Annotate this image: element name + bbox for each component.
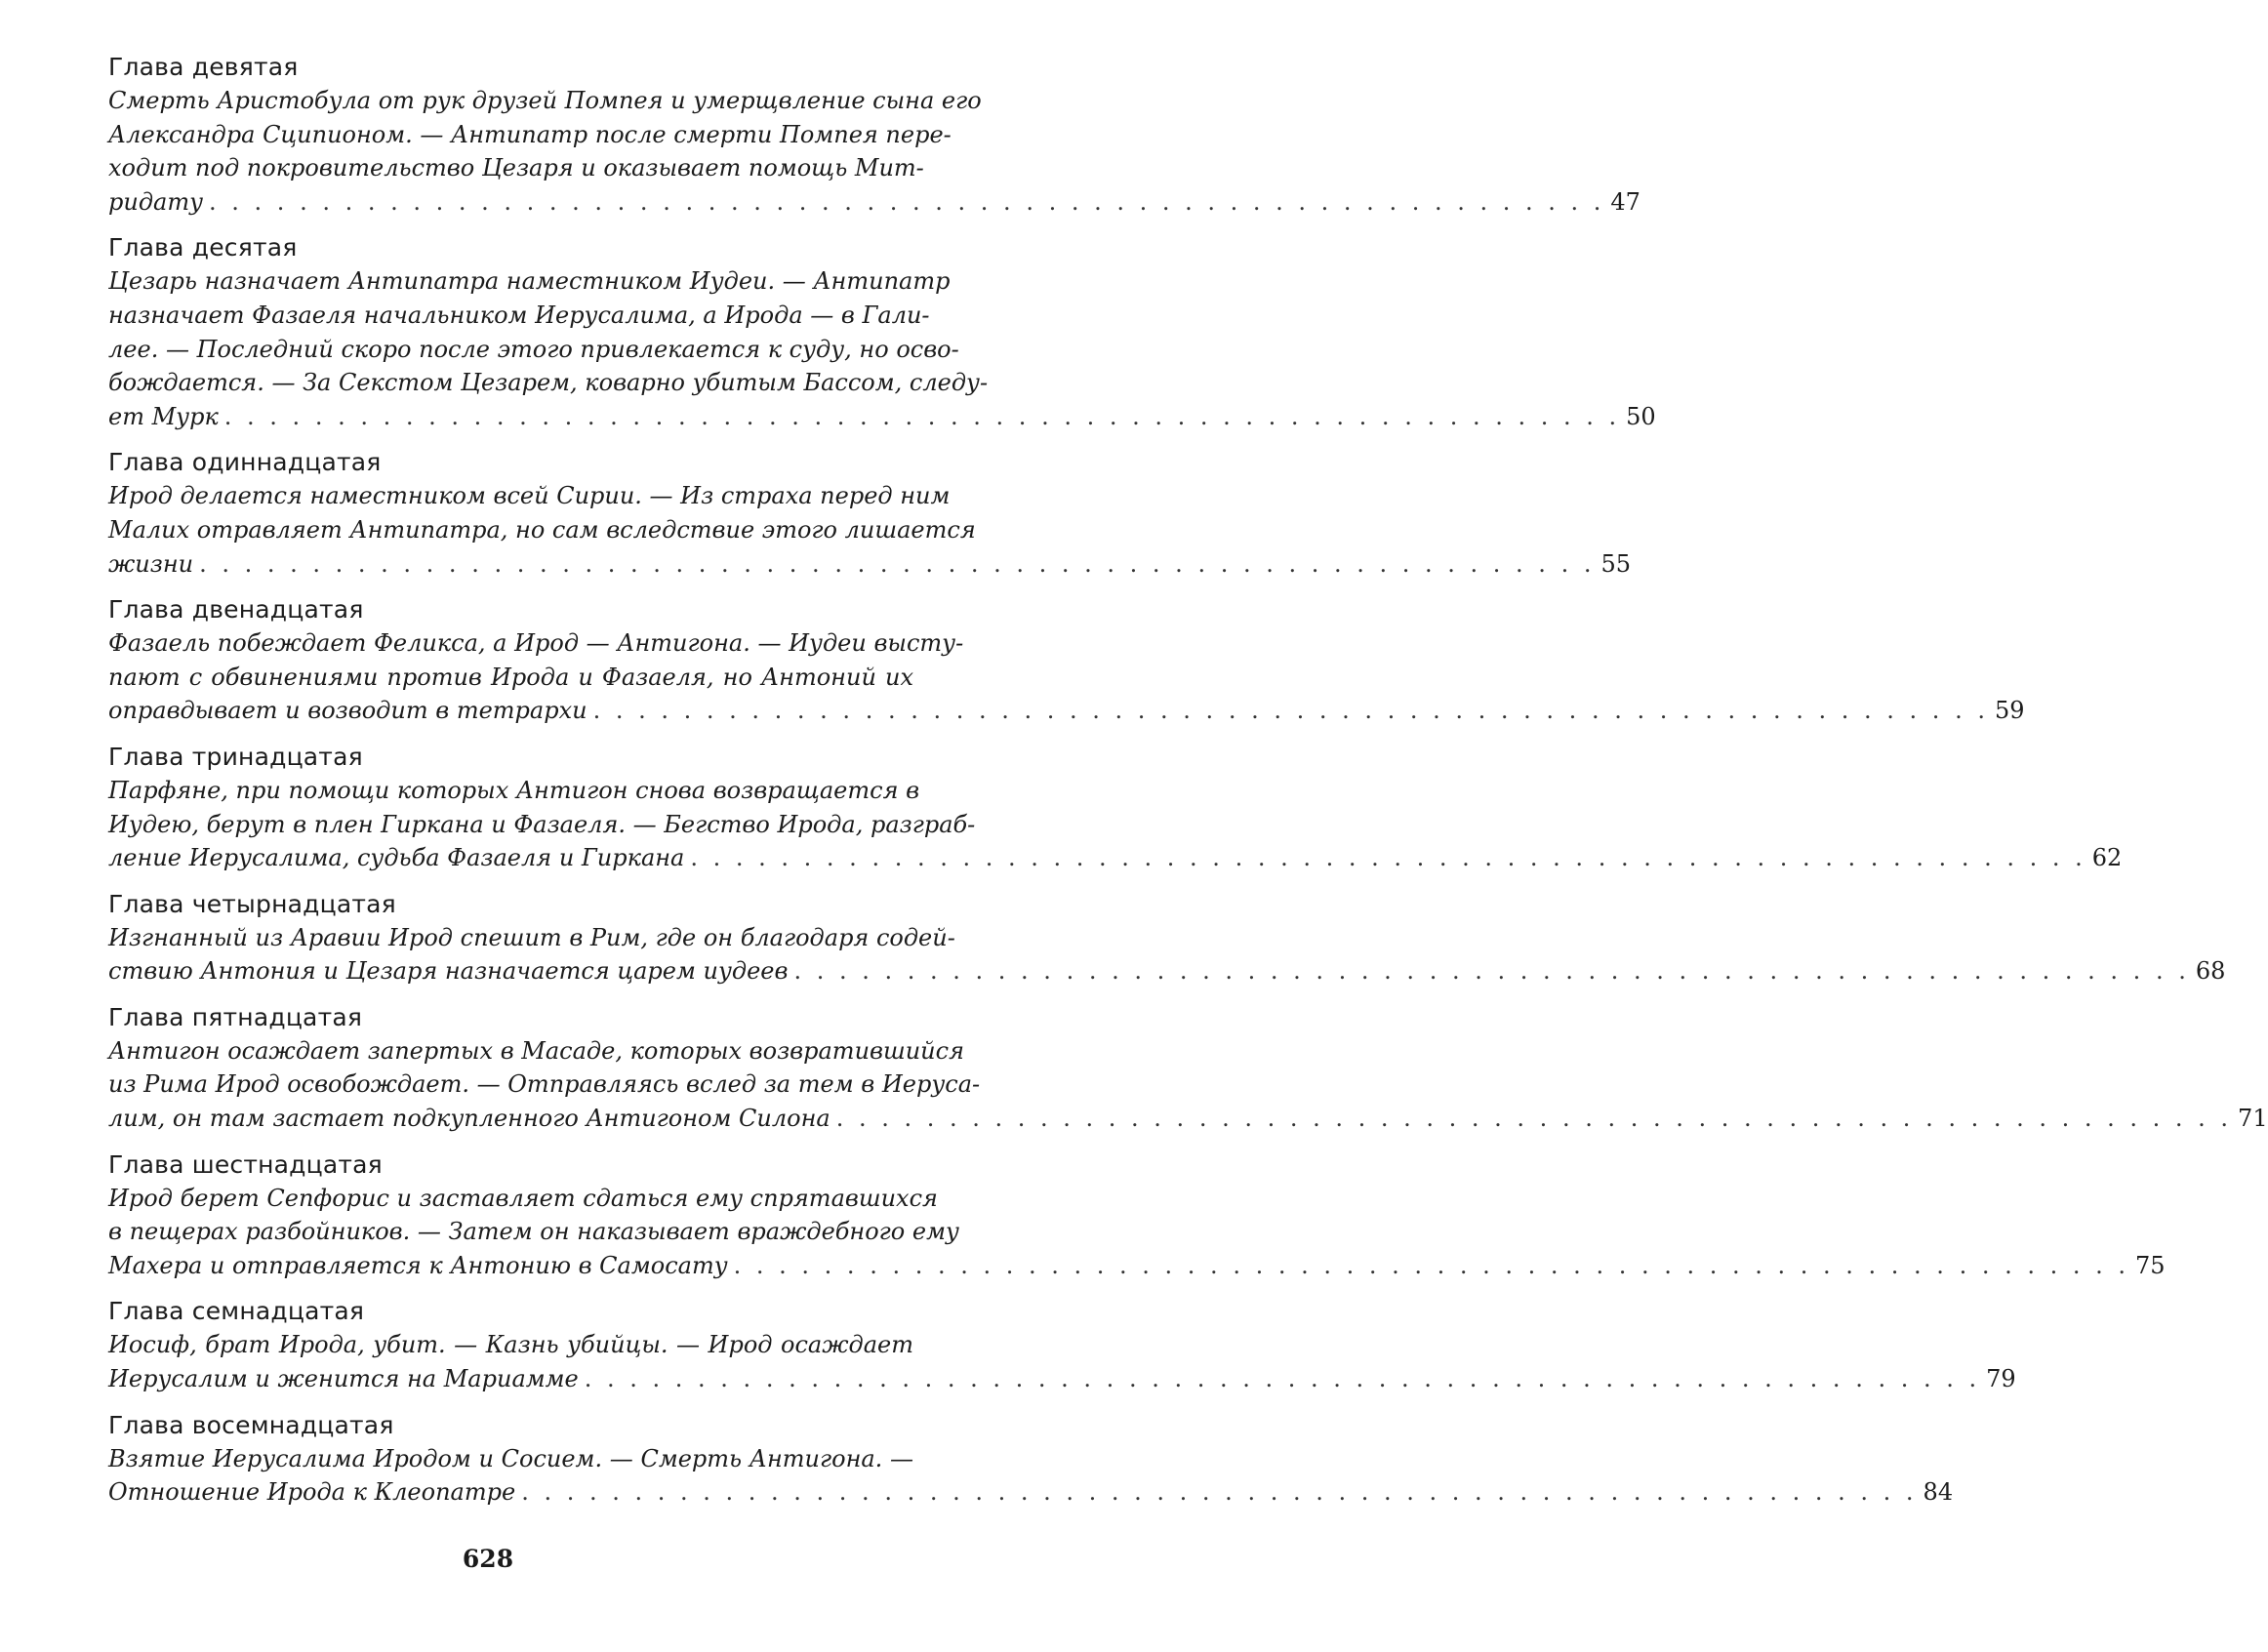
summary-line: Махера и отправляется к Антонию в Самосату bbox=[108, 1251, 728, 1279]
summary-last-line bbox=[108, 400, 1656, 434]
toc-entry bbox=[108, 51, 1640, 219]
summary-line: ет Мурк bbox=[108, 402, 219, 430]
toc-entry bbox=[108, 741, 2123, 875]
summary-last-line bbox=[108, 1249, 2166, 1283]
toc-entry bbox=[108, 1409, 1954, 1510]
summary-line: ление Иерусалима, судьба Фазаеля и Гиркана bbox=[108, 844, 685, 872]
page-ref: 50 bbox=[1626, 402, 1656, 430]
summary-line: Ирод берет Сепфорис и заставляет сдаться ему спрятавшихся bbox=[108, 1184, 938, 1212]
summary-line: Парфяне, при помощи которых Антигон снова возвращается в bbox=[108, 776, 920, 804]
summary-line: оправдывает и возводит в тетрархи bbox=[108, 697, 587, 725]
dot-leader: . . . . . . . . . . . . . . . . . . . . . . . . . . . . . . . . . . . . . . . . . . . . . . . . . . . . . . . . . . . . . . bbox=[835, 1105, 2233, 1133]
summary-last-line bbox=[108, 954, 2226, 988]
dot-leader: . . . . . . . . . . . . . . . . . . . . . . . . . . . . . . . . . . . . . . . . . . . . . . . . . . . . . . . . . . . . . . bbox=[209, 187, 1605, 216]
dot-leader: . . . . . . . . . . . . . . . . . . . . . . . . . . . . . . . . . . . . . . . . . . . . . . . . . . . . . . . . . . . . . . bbox=[793, 957, 2190, 986]
summary-line: Александра Сципионом. — Антипатр после смерти Помпея пере- bbox=[108, 120, 952, 148]
summary-line: Малих отравляет Антипатра, но сам вследствие этого лишается bbox=[108, 515, 976, 544]
chapter-heading: Глава четырнадцатая bbox=[108, 889, 396, 918]
table-of-contents bbox=[108, 51, 2268, 1522]
toc-entry bbox=[108, 1001, 2268, 1136]
page-ref: 79 bbox=[1986, 1365, 2016, 1393]
dot-leader: . . . . . . . . . . . . . . . . . . . . . . . . . . . . . . . . . . . . . . . . . . . . . . . . . . . . . . . . . . . . . . bbox=[690, 844, 2086, 872]
page-ref: 47 bbox=[1610, 187, 1640, 216]
summary-line: Взятие Иерусалима Иродом и Сосием. — Смерть Антигона. — bbox=[108, 1444, 913, 1472]
dot-leader: . . . . . . . . . . . . . . . . . . . . . . . . . . . . . . . . . . . . . . . . . . . . . . . . . . . . . . . . . . . . . . bbox=[584, 1365, 1981, 1393]
summary-line: бождается. — За Секстом Цезарем, коварно убитым Бассом, следу- bbox=[108, 369, 989, 397]
chapter-heading: Глава девятая bbox=[108, 53, 299, 81]
summary-line: Ирод делается наместником всей Сирии. — Из страха перед ним bbox=[108, 482, 951, 510]
chapter-heading: Глава семнадцатая bbox=[108, 1297, 365, 1326]
chapter-heading: Глава тринадцатая bbox=[108, 742, 363, 771]
summary-last-line bbox=[108, 1475, 1954, 1510]
summary-last-line bbox=[108, 841, 2123, 875]
toc-entry bbox=[108, 593, 2025, 728]
summary-last-line bbox=[108, 694, 2025, 728]
summary-line: Изгнанный из Аравии Ирод спешит в Рим, где он благодаря содей- bbox=[108, 923, 955, 951]
page-ref: 68 bbox=[2195, 957, 2226, 986]
summary-line: жизни bbox=[108, 549, 194, 578]
page-ref: 55 bbox=[1600, 549, 1631, 578]
summary-line: Смерть Аристобула от рук друзей Помпея и умерщвление сына его bbox=[108, 87, 982, 114]
summary-line: ходит под покровительство Цезаря и оказывает помощь Мит- bbox=[108, 154, 924, 182]
summary-line: Фазаель побеждает Феликса, а Ирод — Антигона. — Иудеи высту- bbox=[108, 629, 964, 658]
summary-line: лее. — Последний скоро после этого привлекается к суду, но осво- bbox=[108, 335, 959, 363]
toc-entry bbox=[108, 446, 1631, 581]
chapter-heading: Глава пятнадцатая bbox=[108, 1002, 363, 1031]
dot-leader: . . . . . . . . . . . . . . . . . . . . . . . . . . . . . . . . . . . . . . . . . . . . . . . . . . . . . . . . . . . . . . bbox=[199, 549, 1596, 578]
summary-line: Цезарь назначает Антипатра наместником Иудеи. — Антипатр bbox=[108, 267, 951, 296]
summary-last-line bbox=[108, 547, 1631, 582]
page-number: 628 bbox=[462, 1545, 514, 1573]
summary-line: Иерусалим и женится на Мариамме bbox=[108, 1365, 579, 1393]
dot-leader: . . . . . . . . . . . . . . . . . . . . . . . . . . . . . . . . . . . . . . . . . . . . . . . . . . . . . . . . . . . . . . bbox=[223, 402, 1621, 430]
toc-entry bbox=[108, 1148, 2166, 1283]
toc-entry bbox=[108, 1295, 2016, 1395]
summary-line: назначает Фазаеля начальником Иерусалима, а Ирода — в Гали- bbox=[108, 301, 930, 329]
summary-line: из Рима Ирод освобождает. — Отправляясь вслед за тем в Иеруса- bbox=[108, 1070, 981, 1099]
summary-line: Иудею, берут в плен Гиркана и Фазаеля. — Бегство Ирода, разграб- bbox=[108, 810, 976, 838]
page-ref: 84 bbox=[1923, 1478, 1954, 1507]
summary-last-line bbox=[108, 1102, 2268, 1136]
summary-line: лим, он там застает подкупленного Антигоном Силона bbox=[108, 1105, 830, 1133]
summary-line: ствию Антония и Цезаря назначается царем иудеев bbox=[108, 957, 789, 986]
summary-line: ридату bbox=[108, 187, 204, 216]
summary-line: в пещерах разбойников. — Затем он наказывает враждебного ему bbox=[108, 1218, 959, 1246]
toc-entry bbox=[108, 888, 2226, 988]
chapter-heading: Глава десятая bbox=[108, 233, 298, 262]
dot-leader: . . . . . . . . . . . . . . . . . . . . . . . . . . . . . . . . . . . . . . . . . . . . . . . . . . . . . . . . . . . . . . bbox=[592, 697, 1989, 725]
dot-leader: . . . . . . . . . . . . . . . . . . . . . . . . . . . . . . . . . . . . . . . . . . . . . . . . . . . . . . . . . . . . . . bbox=[733, 1251, 2129, 1279]
summary-line: Отношение Ирода к Клеопатре bbox=[108, 1478, 516, 1507]
chapter-heading: Глава восемнадцатая bbox=[108, 1410, 394, 1439]
summary-line: Антигон осаждает запертых в Масаде, которых возвратившийся bbox=[108, 1036, 964, 1065]
dot-leader: . . . . . . . . . . . . . . . . . . . . . . . . . . . . . . . . . . . . . . . . . . . . . . . . . . . . . . . . . . . . . . bbox=[521, 1478, 1918, 1507]
chapter-heading: Глава двенадцатая bbox=[108, 595, 364, 625]
page-ref: 75 bbox=[2135, 1251, 2166, 1279]
page-ref: 59 bbox=[1994, 697, 2025, 725]
page-ref: 62 bbox=[2091, 844, 2123, 872]
chapter-heading: Глава шестнадцатая bbox=[108, 1149, 383, 1179]
summary-last-line bbox=[108, 1362, 2016, 1396]
summary-line: пают с обвинениями против Ирода и Фазаеля, но Антоний их bbox=[108, 663, 913, 691]
summary-line: Иосиф, брат Ирода, убит. — Казнь убийцы. — Ирод осаждает bbox=[108, 1331, 913, 1359]
chapter-heading: Глава одиннадцатая bbox=[108, 448, 382, 477]
page-ref: 71 bbox=[2238, 1105, 2268, 1133]
toc-entry bbox=[108, 231, 1656, 433]
summary-last-line bbox=[108, 185, 1640, 220]
